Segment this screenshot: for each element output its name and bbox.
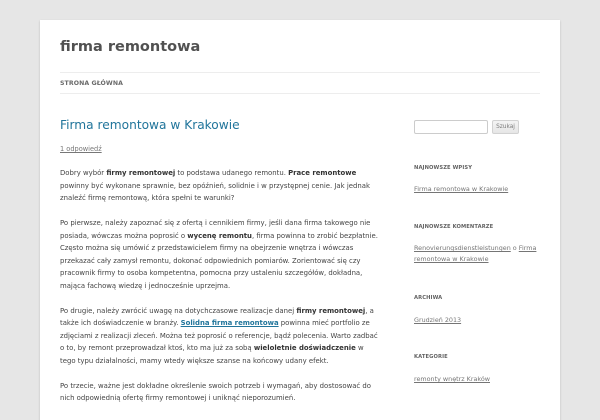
search-button[interactable]: Szukaj: [492, 120, 519, 134]
text: to podstawa udanego remontu.: [175, 169, 289, 177]
post-content: [60, 167, 378, 417]
paragraph-4: [60, 380, 378, 405]
text: powinny być wykonane sprawnie, bez opóźnień, solidnie i w przystępnej cenie. Jak jednak znaleźć firmę remontową, która spełni te warunki?: [60, 181, 370, 202]
text: Po trzecie, ważne jest dokładne określenie swoich potrzeb i wymagań, aby dostosować do nich odpowiednią ofertę firmy remontowej i uniknąć nieporozumień.: [60, 381, 371, 402]
bold-text: wieloletnie doświadczenie: [253, 344, 356, 352]
solidna-firma-link[interactable]: Solidna firma remontowa: [180, 319, 279, 327]
comment-post-link[interactable]: Firma remontowa w Krakowie: [414, 244, 537, 263]
search-form: [414, 120, 560, 134]
recent-posts-item: [414, 184, 540, 195]
recent-posts-title: NAJNOWSZE WPISY: [414, 165, 473, 171]
nav-item-home[interactable]: STRONA GŁÓWNA: [60, 80, 124, 87]
search-input[interactable]: [414, 120, 488, 134]
archive-item: [414, 315, 540, 326]
recent-comment-item: [414, 243, 540, 265]
recent-comments-title: NAJNOWSZE KOMENTARZE: [414, 224, 494, 230]
paragraph-1: [60, 167, 378, 205]
comment-separator: o: [510, 244, 519, 252]
paragraph-3: [60, 305, 378, 368]
text: w tego typu działalności, mamy wtedy większe szanse na końcowy udany efekt.: [60, 344, 364, 365]
bold-text: firmy remontowej: [296, 306, 366, 315]
site-title[interactable]: firma remontowa: [60, 39, 201, 55]
comments-link[interactable]: 1 odpowiedź: [60, 145, 102, 153]
text: Po pierwsze, należy zapoznać się z ofertą i cennikiem firmy, jeśli dana firma takowego nie posiada, wówczas można poprosić o: [60, 219, 371, 240]
recent-post-link[interactable]: Firma remontowa w Krakowie: [414, 185, 509, 193]
bold-text: firmy remontowej: [106, 169, 176, 177]
page: [40, 20, 560, 420]
bold-text: Prace remontowe: [288, 169, 357, 177]
comment-author-link[interactable]: Renovierungsdienstleistungen: [414, 244, 511, 252]
category-link[interactable]: remonty wnętrz Kraków: [414, 375, 490, 383]
bold-text: wycenę remontu: [187, 231, 252, 240]
category-item: [414, 374, 540, 385]
text: , a także ich doświadczenie w branży.: [60, 306, 374, 327]
archive-link[interactable]: Grudzień 2013: [414, 316, 462, 324]
archive-title: ARCHIWA: [414, 295, 443, 301]
main-navigation: [60, 72, 540, 94]
categories-title: KATEGORIE: [414, 354, 448, 360]
text: , firma powinna to zrobić bezpłatnie. Często można się umówić z przedstawicielem firmy na obejrzenie wnętrza i wówczas przekazać cały zamysł remontu, dokonać odpowiednich pomiarów. Zorientować się czy pracownik firmy to osoba kompetentna, pomocna przy ustaleniu szczegółów, dokładna, mająca fachową wiedzę i jednocześnie uprzejma.: [60, 231, 378, 290]
post-title[interactable]: Firma remontowa w Krakowie: [60, 118, 240, 132]
text: powinna mieć portfolio ze zdjęciami z realizacji zleceń. Można też poprosić o referencje, bądź polecenia. Warto zadbać o to, by remont przeprowadzał ktoś, kto ma już za sobą: [60, 319, 378, 352]
text: Dobry wybór: [60, 169, 107, 177]
text: Po drugie, należy zwrócić uwagę na dotychczasowe realizacje danej: [60, 306, 297, 315]
paragraph-2: [60, 217, 378, 292]
